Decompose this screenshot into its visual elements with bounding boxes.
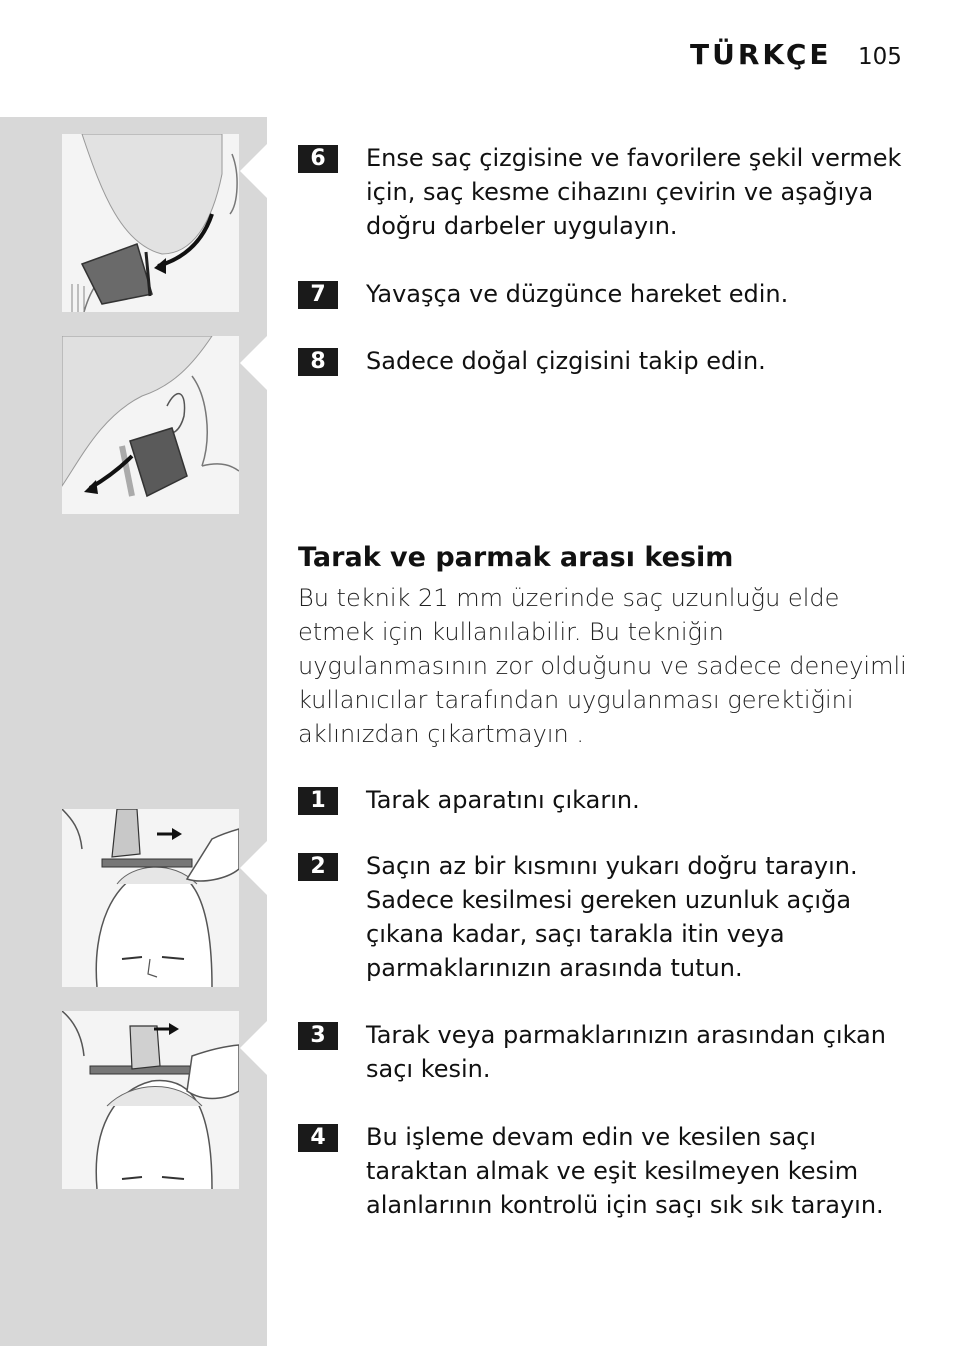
page-number: 105 xyxy=(858,44,902,70)
step-badge-8: 8 xyxy=(298,348,338,376)
step-badge-1: 1 xyxy=(298,787,338,815)
step-badge-7: 7 xyxy=(298,281,338,309)
illustration-neckline-trim xyxy=(62,134,239,312)
neckline-trim-drawing xyxy=(62,134,239,312)
step-badge-6: 6 xyxy=(298,145,338,173)
comb-lift-drawing xyxy=(62,809,239,987)
step-text-6: Ense saç çizgisine ve favorilere şekil vermek için, saç kesme cihazını çevirin ve aşağıya doğru darbeler uygulayın. xyxy=(366,144,902,240)
step-text-1: Tarak aparatını çıkarın. xyxy=(366,786,640,814)
illustration-sideburn-trim xyxy=(62,336,239,514)
notch-3 xyxy=(240,840,268,896)
section-intro: Bu teknik 21 mm üzerinde saç uzunluğu elde etmek için kullanılabilir. Bu tekniğin uygulanmasının zor olduğunu ve sadece deneyimli kullanıcılar tarafından uygulanması gerektiğini aklınızdan çıkartmayın . xyxy=(298,584,907,748)
step-text-4: Bu işleme devam edin ve kesilen saçı taraktan almak ve eşit kesilmeyen kesim alanlarının kontrolü için saçı sık sık tarayın. xyxy=(366,1123,884,1219)
step-badge-2: 2 xyxy=(298,853,338,881)
comb-cut-drawing xyxy=(62,1011,239,1189)
sideburn-trim-drawing xyxy=(62,336,239,514)
step-badge-4: 4 xyxy=(298,1124,338,1152)
illustration-comb-lift xyxy=(62,809,239,987)
step-text-2: Saçın az bir kısmını yukarı doğru tarayın. Sadece kesilmesi gereken uzunluk açığa çıkana kadar, saçı tarakla itin veya parmaklarınızın arasında tutun. xyxy=(366,852,858,982)
step-text-7: Yavaşça ve düzgünce hareket edin. xyxy=(366,280,789,308)
notch-2 xyxy=(240,335,268,391)
step-badge-3: 3 xyxy=(298,1022,338,1050)
section-title: Tarak ve parmak arası kesim xyxy=(298,542,734,573)
step-text-8: Sadece doğal çizgisini takip edin. xyxy=(366,347,766,375)
step-text-3: Tarak veya parmaklarınızın arasından çıkan saçı kesin. xyxy=(366,1021,886,1083)
illustration-comb-cut xyxy=(62,1011,239,1189)
notch-1 xyxy=(240,143,268,199)
language-heading: TÜRKÇE xyxy=(690,38,832,71)
notch-4 xyxy=(240,1020,268,1076)
